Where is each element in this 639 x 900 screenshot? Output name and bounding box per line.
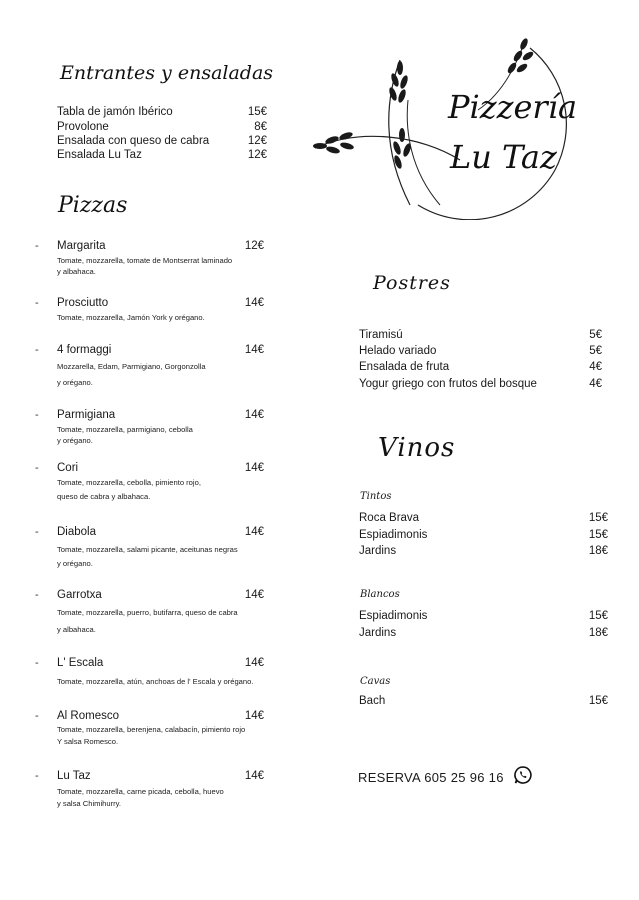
- pizza-name: Al Romesco: [57, 710, 119, 722]
- blancos-price-0: 15€: [588, 610, 608, 622]
- pizza-desc: Tomate, mozzarella, Jamón York y orégano.: [57, 313, 205, 322]
- pizza-dash: -: [35, 240, 39, 252]
- entrantes-price-3: 12€: [247, 149, 267, 161]
- reserva-line: [358, 765, 533, 785]
- postres-item-2: Ensalada de fruta: [359, 361, 450, 373]
- entrantes-price-2: 12€: [247, 135, 267, 147]
- pizza-price: 14€: [244, 710, 264, 722]
- pizza-name: L' Escala: [57, 657, 104, 669]
- pizza-price: 14€: [244, 589, 264, 601]
- pizza-name: Parmigiana: [57, 409, 116, 421]
- pizza-desc: y albahaca.: [57, 625, 96, 634]
- tintos-item-0: Roca Brava: [359, 512, 420, 524]
- postres-item-1: Helado variado: [359, 345, 437, 357]
- pizza-desc: Tomate, mozzarella, tomate de Montserrat laminado: [57, 256, 233, 265]
- tintos-item-2: Jardins: [359, 545, 397, 557]
- pizza-name: Cori: [57, 462, 79, 474]
- pizza-name: Garrotxa: [57, 589, 102, 601]
- blancos-price-1: 18€: [588, 627, 608, 639]
- entrantes-price-1: 8€: [254, 121, 267, 133]
- cavas-subtitle: Cavas: [360, 676, 391, 687]
- pizza-price: 14€: [244, 462, 264, 474]
- tintos-price-1: 15€: [588, 529, 608, 541]
- pizza-desc: Tomate, mozzarella, puerro, butifarra, queso de cabra: [57, 608, 238, 617]
- entrantes-item-1: Provolone: [57, 121, 109, 133]
- cavas-item-0: Bach: [359, 695, 386, 707]
- blancos-item-0: Espiadimonis: [359, 610, 428, 622]
- pizza-dash: -: [35, 409, 39, 421]
- pizza-desc: y orégano.: [57, 378, 93, 387]
- postres-title: Postres: [373, 272, 451, 294]
- entrantes-item-2: Ensalada con queso de cabra: [57, 135, 210, 147]
- tintos-price-0: 15€: [588, 512, 608, 524]
- pizza-desc: y orégano.: [57, 436, 93, 445]
- pizza-dash: -: [35, 589, 39, 601]
- pizza-name: Lu Taz: [57, 770, 91, 782]
- pizza-desc: Tomate, mozzarella, salami picante, aceitunas negras: [57, 545, 238, 554]
- pizza-desc: Tomate, mozzarella, cebolla, pimiento rojo,: [57, 478, 201, 487]
- pizza-dash: -: [35, 462, 39, 474]
- pizza-name: Margarita: [57, 240, 106, 252]
- tintos-subtitle: Tintos: [360, 491, 392, 502]
- pizza-price: 14€: [244, 526, 264, 538]
- pizza-desc: y salsa Chimihurry.: [57, 799, 121, 808]
- pizza-dash: -: [35, 657, 39, 669]
- reserva-text: RESERVA 605 25 96 16: [358, 770, 504, 785]
- entrantes-price-0: 15€: [247, 106, 267, 118]
- logo-line1: Pizzería: [448, 88, 578, 126]
- blancos-subtitle: Blancos: [360, 589, 400, 600]
- pizza-price: 14€: [244, 657, 264, 669]
- whatsapp-icon[interactable]: [513, 765, 533, 790]
- tintos-item-1: Espiadimonis: [359, 529, 428, 541]
- pizza-desc: Tomate, mozzarella, berenjena, calabacín, pimiento rojo: [57, 725, 246, 734]
- cavas-price-0: 15€: [588, 695, 608, 707]
- pizza-name: Prosciutto: [57, 297, 109, 309]
- pizza-name: 4 formaggi: [57, 344, 112, 356]
- postres-item-0: Tiramisú: [359, 329, 403, 341]
- entrantes-item-3: Ensalada Lu Taz: [57, 149, 142, 161]
- postres-price-2: 4€: [589, 361, 602, 373]
- vinos-title: Vinos: [378, 433, 456, 463]
- pizza-price: 14€: [244, 770, 264, 782]
- pizza-desc: Y salsa Romesco.: [57, 737, 119, 746]
- tintos-price-2: 18€: [588, 545, 608, 557]
- pizza-desc: Mozzarella, Edam, Parmigiano, Gorgonzolla: [57, 362, 206, 371]
- pizza-desc: queso de cabra y albahaca.: [57, 492, 151, 501]
- logo: [300, 30, 600, 220]
- pizza-dash: -: [35, 344, 39, 356]
- pizza-price: 14€: [244, 297, 264, 309]
- entrantes-item-0: Tabla de jamón Ibérico: [57, 106, 173, 118]
- postres-price-3: 4€: [589, 378, 602, 390]
- pizza-price: 12€: [244, 240, 264, 252]
- pizza-desc: y orégano.: [57, 559, 93, 568]
- postres-price-0: 5€: [589, 329, 602, 341]
- pizza-desc: y albahaca.: [57, 267, 96, 276]
- pizza-desc: Tomate, mozzarella, atún, anchoas de l' Escala y orégano.: [57, 677, 254, 686]
- entrantes-title: Entrantes y ensaladas: [60, 62, 274, 84]
- pizza-desc: Tomate, mozzarella, parmigiano, cebolla: [57, 425, 193, 434]
- pizza-name: Diabola: [57, 526, 96, 538]
- pizzas-title: Pizzas: [58, 193, 128, 218]
- pizza-dash: -: [35, 297, 39, 309]
- pizza-price: 14€: [244, 344, 264, 356]
- postres-price-1: 5€: [589, 345, 602, 357]
- postres-item-3: Yogur griego con frutos del bosque: [359, 378, 537, 390]
- pizza-dash: -: [35, 526, 39, 538]
- pizza-dash: -: [35, 710, 39, 722]
- logo-line2: Lu Taz: [450, 138, 557, 176]
- pizza-desc: Tomate, mozzarella, carne picada, cebolla, huevo: [57, 787, 224, 796]
- pizza-price: 14€: [244, 409, 264, 421]
- blancos-item-1: Jardins: [359, 627, 397, 639]
- pizza-dash: -: [35, 770, 39, 782]
